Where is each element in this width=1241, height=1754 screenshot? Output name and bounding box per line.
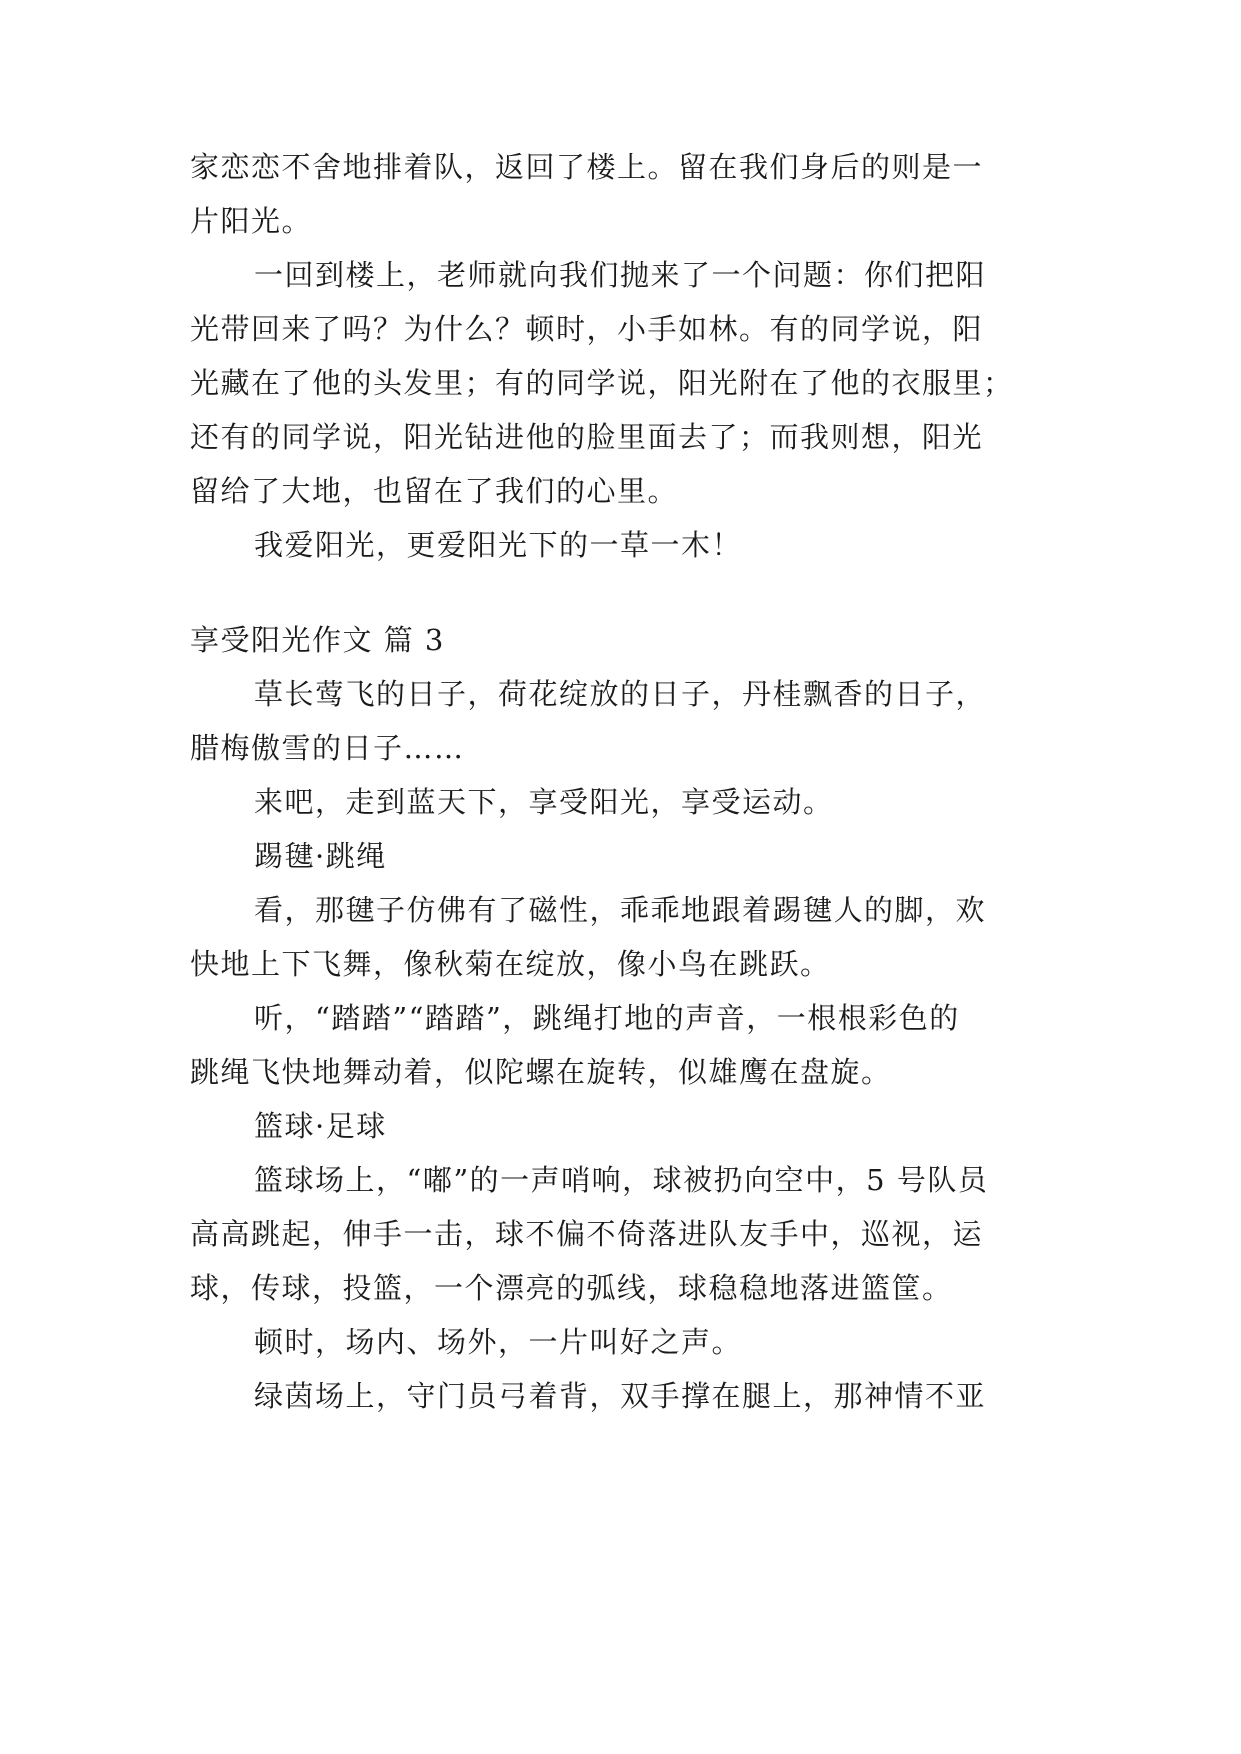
paragraph-first-line: 来吧，走到蓝天下，享受阳光，享受运动。 (254, 785, 834, 819)
subheading: 踢毽·跳绳 (254, 839, 387, 873)
paragraph-first-line: 我爱阳光，更爱阳光下的一草一木！ (254, 528, 743, 562)
body-text-line: 跳绳飞快地舞动着，似陀螺在旋转，似雄鹰在盘旋。 (190, 1055, 892, 1089)
paragraph-first-line: 篮球场上，“嘟”的一声哨响，球被扔向空中，5 号队员 (254, 1163, 989, 1197)
body-text-line: 球，传球，投篮，一个漂亮的弧线，球稳稳地落进篮筐。 (190, 1271, 953, 1305)
paragraph-first-line: 草长莺飞的日子，荷花绽放的日子，丹桂飘香的日子， (254, 677, 987, 711)
paragraph-first-line: 一回到楼上，老师就向我们抛来了一个问题：你们把阳 (254, 258, 987, 292)
body-text-line: 家恋恋不舍地排着队，返回了楼上。留在我们身后的则是一 (190, 150, 984, 184)
paragraph-first-line: 绿茵场上，守门员弓着背，双手撑在腿上，那神情不亚 (254, 1379, 987, 1413)
body-text-line: 还有的同学说，阳光钻进他的脸里面去了；而我则想，阳光 (190, 420, 984, 454)
subheading: 篮球·足球 (254, 1109, 387, 1143)
body-text-line: 光带回来了吗？为什么？顿时，小手如林。有的同学说，阳 (190, 312, 984, 346)
body-text-line: 腊梅傲雪的日子…… (190, 731, 465, 765)
body-text-line: 片阳光。 (190, 204, 313, 238)
paragraph-first-line: 看，那毽子仿佛有了磁性，乖乖地跟着踢毽人的脚，欢 (254, 893, 987, 927)
paragraph-first-line: 听，“踏踏”“踏踏”，跳绳打地的声音，一根根彩色的 (254, 1001, 960, 1035)
section-heading: 享受阳光作文 篇 3 (190, 623, 445, 657)
paragraph-first-line: 顿时，场内、场外，一片叫好之声。 (254, 1325, 743, 1359)
body-text-line: 光藏在了他的头发里；有的同学说，阳光附在了他的衣服里； (190, 366, 1014, 400)
body-text-line: 高高跳起，伸手一击，球不偏不倚落进队友手中，巡视，运 (190, 1217, 984, 1251)
body-text-line: 快地上下飞舞，像秋菊在绽放，像小鸟在跳跃。 (190, 947, 831, 981)
body-text-line: 留给了大地，也留在了我们的心里。 (190, 474, 679, 508)
